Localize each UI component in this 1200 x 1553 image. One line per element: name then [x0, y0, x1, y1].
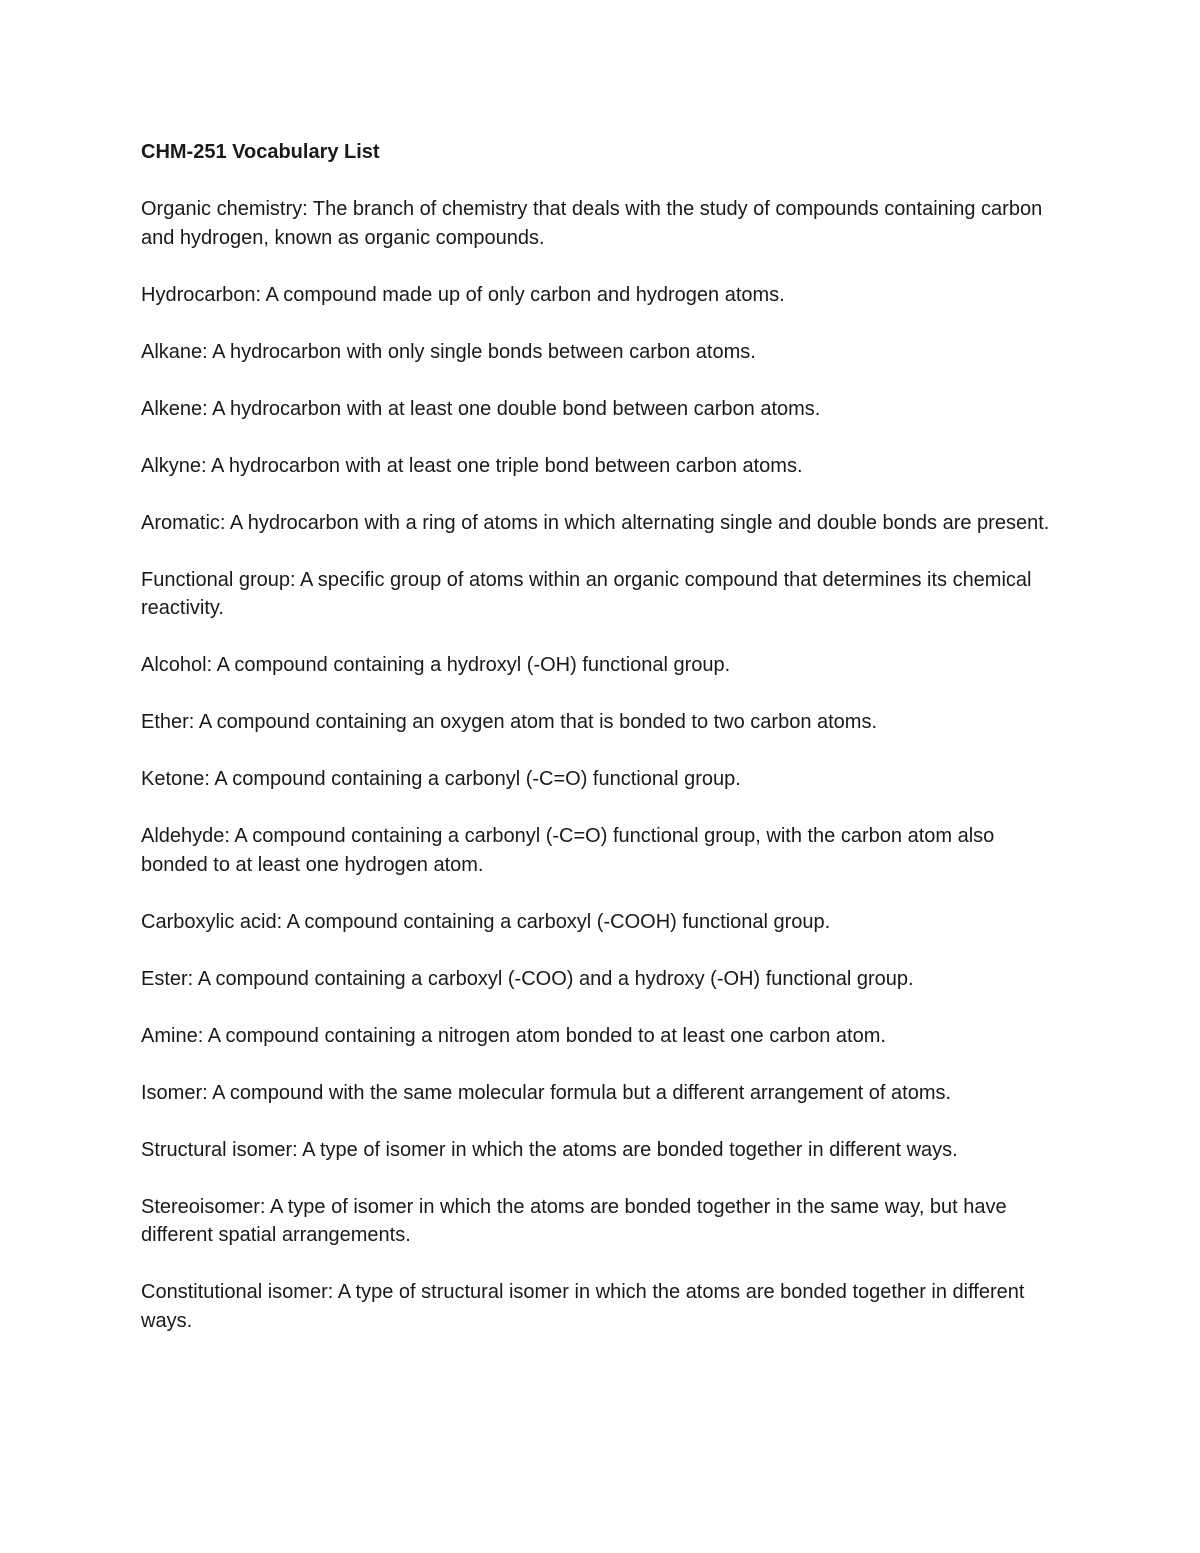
- vocab-entry: Organic chemistry: The branch of chemistry that deals with the study of compounds containing carbon and hydrogen, known as organic compounds.: [141, 198, 1043, 249]
- vocab-entry: Hydrocarbon: A compound made up of only carbon and hydrogen atoms.: [141, 283, 785, 306]
- document-title: CHM-251 Vocabulary List: [141, 141, 380, 163]
- vocab-entry: Ether: A compound containing an oxygen atom that is bonded to two carbon atoms.: [141, 711, 878, 733]
- vocab-entry: Constitutional isomer: A type of structural isomer in which the atoms are bonded together in different ways.: [141, 1281, 1025, 1332]
- document-body: [141, 138, 1061, 1364]
- vocab-entry: Isomer: A compound with the same molecular formula but a different arrangement of atoms.: [141, 1081, 952, 1104]
- vocab-entry: Aldehyde: A compound containing a carbonyl (-C=O) functional group, with the carbon atom also bonded to at least one hydrogen atom.: [141, 825, 995, 876]
- vocab-entry: Functional group: A specific group of atoms within an organic compound that determines its chemical reactivity.: [141, 568, 1032, 619]
- vocab-entry: Alkane: A hydrocarbon with only single bonds between carbon atoms.: [141, 340, 756, 363]
- vocab-entry: Aromatic: A hydrocarbon with a ring of atoms in which alternating single and double bonds are present.: [141, 511, 1050, 534]
- vocab-entry: Ester: A compound containing a carboxyl (-COO) and a hydroxy (-OH) functional group.: [141, 967, 914, 990]
- vocab-entry: Ketone: A compound containing a carbonyl (-C=O) functional group.: [141, 768, 741, 790]
- vocab-entry: Carboxylic acid: A compound containing a carboxyl (-COOH) functional group.: [141, 910, 831, 933]
- vocab-entry: Structural isomer: A type of isomer in which the atoms are bonded together in different ways.: [141, 1138, 958, 1161]
- vocab-entry: Alkene: A hydrocarbon with at least one double bond between carbon atoms.: [141, 397, 821, 420]
- vocab-entry: Alcohol: A compound containing a hydroxyl (-OH) functional group.: [141, 654, 731, 676]
- vocab-entry: Amine: A compound containing a nitrogen atom bonded to at least one carbon atom.: [141, 1024, 886, 1047]
- vocab-entry: Alkyne: A hydrocarbon with at least one triple bond between carbon atoms.: [141, 454, 803, 477]
- vocab-entry: Stereoisomer: A type of isomer in which the atoms are bonded together in the same way, but have different spatial arrangements.: [141, 1195, 1007, 1246]
